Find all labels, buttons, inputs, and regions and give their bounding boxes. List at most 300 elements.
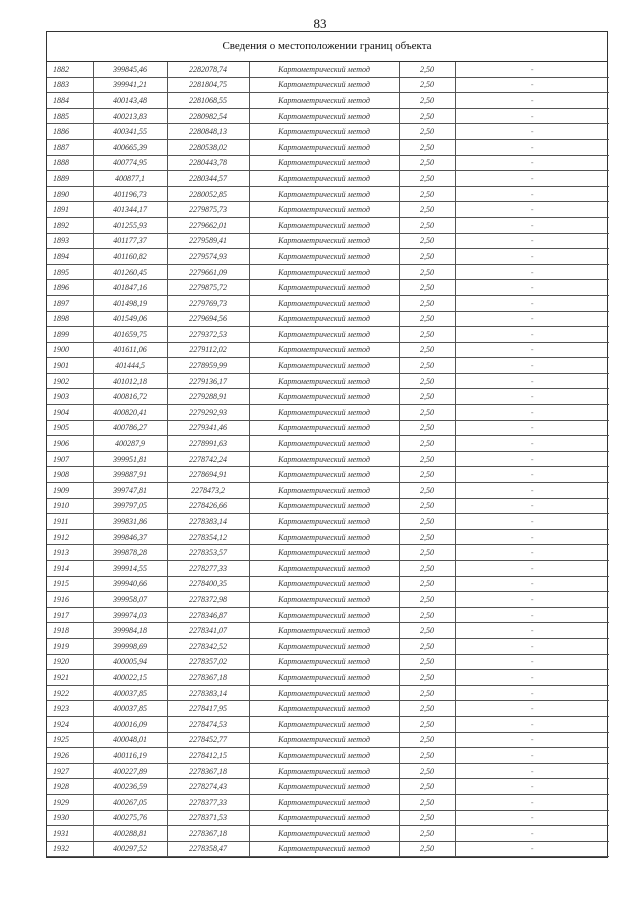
- x-coordinate-cell: 400275,76: [93, 810, 167, 826]
- description-cell: -: [455, 249, 609, 265]
- accuracy-cell: 2,50: [399, 576, 455, 592]
- accuracy-cell: 2,50: [399, 748, 455, 764]
- y-coordinate-cell: 2281068,55: [167, 93, 249, 109]
- point-number-cell: 1922: [47, 685, 93, 701]
- description-cell: -: [455, 405, 609, 421]
- accuracy-cell: 2,50: [399, 685, 455, 701]
- table-row: [47, 654, 609, 670]
- point-number-cell: 1908: [47, 467, 93, 483]
- point-number-cell: 1926: [47, 748, 93, 764]
- description-cell: -: [455, 545, 609, 561]
- y-coordinate-cell: 2279662,01: [167, 217, 249, 233]
- x-coordinate-cell: 399958,07: [93, 592, 167, 608]
- point-number-cell: 1907: [47, 451, 93, 467]
- description-cell: -: [455, 654, 609, 670]
- y-coordinate-cell: 2278383,14: [167, 514, 249, 530]
- method-cell: Картометрический метод: [249, 171, 399, 187]
- y-coordinate-cell: 2279341,46: [167, 420, 249, 436]
- x-coordinate-cell: 399747,81: [93, 483, 167, 499]
- table-row: [47, 217, 609, 233]
- accuracy-cell: 2,50: [399, 810, 455, 826]
- method-cell: Картометрический метод: [249, 405, 399, 421]
- x-coordinate-cell: 400297,52: [93, 841, 167, 857]
- table-row: [47, 93, 609, 109]
- x-coordinate-cell: 399878,28: [93, 545, 167, 561]
- method-cell: Картометрический метод: [249, 280, 399, 296]
- x-coordinate-cell: 400774,95: [93, 155, 167, 171]
- description-cell: -: [455, 779, 609, 795]
- method-cell: Картометрический метод: [249, 685, 399, 701]
- description-cell: -: [455, 794, 609, 810]
- y-coordinate-cell: 2279112,02: [167, 342, 249, 358]
- description-cell: -: [455, 155, 609, 171]
- description-cell: -: [455, 342, 609, 358]
- y-coordinate-cell: 2280052,85: [167, 186, 249, 202]
- description-cell: -: [455, 826, 609, 842]
- method-cell: Картометрический метод: [249, 576, 399, 592]
- table-row: [47, 311, 609, 327]
- y-coordinate-cell: 2278377,33: [167, 794, 249, 810]
- y-coordinate-cell: 2278991,63: [167, 436, 249, 452]
- description-cell: -: [455, 186, 609, 202]
- table-row: [47, 342, 609, 358]
- accuracy-cell: 2,50: [399, 592, 455, 608]
- description-cell: -: [455, 514, 609, 530]
- point-number-cell: 1903: [47, 389, 93, 405]
- method-cell: Картометрический метод: [249, 545, 399, 561]
- y-coordinate-cell: 2278277,33: [167, 561, 249, 577]
- method-cell: Картометрический метод: [249, 826, 399, 842]
- x-coordinate-cell: 400227,89: [93, 763, 167, 779]
- table-row: [47, 779, 609, 795]
- description-cell: -: [455, 763, 609, 779]
- y-coordinate-cell: 2278353,57: [167, 545, 249, 561]
- x-coordinate-cell: 400816,72: [93, 389, 167, 405]
- description-cell: -: [455, 77, 609, 93]
- accuracy-cell: 2,50: [399, 529, 455, 545]
- point-number-cell: 1927: [47, 763, 93, 779]
- accuracy-cell: 2,50: [399, 607, 455, 623]
- method-cell: Картометрический метод: [249, 654, 399, 670]
- page-number: 83: [313, 16, 327, 31]
- y-coordinate-cell: 2279589,41: [167, 233, 249, 249]
- point-number-cell: 1897: [47, 295, 93, 311]
- accuracy-cell: 2,50: [399, 716, 455, 732]
- point-number-cell: 1883: [47, 77, 93, 93]
- coordinates-table-sheet: [46, 31, 608, 858]
- point-number-cell: 1900: [47, 342, 93, 358]
- table-row: [47, 467, 609, 483]
- accuracy-cell: 2,50: [399, 841, 455, 857]
- y-coordinate-cell: 2278367,18: [167, 826, 249, 842]
- point-number-cell: 1889: [47, 171, 93, 187]
- point-number-cell: 1921: [47, 670, 93, 686]
- y-coordinate-cell: 2279875,72: [167, 280, 249, 296]
- method-cell: Картометрический метод: [249, 716, 399, 732]
- point-number-cell: 1904: [47, 405, 93, 421]
- point-number-cell: 1888: [47, 155, 93, 171]
- y-coordinate-cell: 2279661,09: [167, 264, 249, 280]
- x-coordinate-cell: 401255,93: [93, 217, 167, 233]
- accuracy-cell: 2,50: [399, 358, 455, 374]
- description-cell: -: [455, 62, 609, 77]
- method-cell: Картометрический метод: [249, 732, 399, 748]
- x-coordinate-cell: 400016,09: [93, 716, 167, 732]
- description-cell: -: [455, 451, 609, 467]
- point-number-cell: 1912: [47, 529, 93, 545]
- accuracy-cell: 2,50: [399, 264, 455, 280]
- x-coordinate-cell: 401659,75: [93, 327, 167, 343]
- table-row: [47, 233, 609, 249]
- table-row: [47, 249, 609, 265]
- point-number-cell: 1905: [47, 420, 93, 436]
- table-row: [47, 420, 609, 436]
- y-coordinate-cell: 2278372,98: [167, 592, 249, 608]
- method-cell: Картометрический метод: [249, 810, 399, 826]
- table-row: [47, 748, 609, 764]
- y-coordinate-cell: 2279372,53: [167, 327, 249, 343]
- x-coordinate-cell: 401196,73: [93, 186, 167, 202]
- x-coordinate-cell: 400786,27: [93, 420, 167, 436]
- y-coordinate-cell: 2278357,02: [167, 654, 249, 670]
- point-number-cell: 1887: [47, 139, 93, 155]
- accuracy-cell: 2,50: [399, 732, 455, 748]
- method-cell: Картометрический метод: [249, 451, 399, 467]
- description-cell: -: [455, 841, 609, 857]
- description-cell: -: [455, 389, 609, 405]
- x-coordinate-cell: 399846,37: [93, 529, 167, 545]
- description-cell: -: [455, 748, 609, 764]
- x-coordinate-cell: 400048,01: [93, 732, 167, 748]
- y-coordinate-cell: 2279769,73: [167, 295, 249, 311]
- y-coordinate-cell: 2278367,18: [167, 670, 249, 686]
- description-cell: -: [455, 607, 609, 623]
- y-coordinate-cell: 2278383,14: [167, 685, 249, 701]
- accuracy-cell: 2,50: [399, 670, 455, 686]
- method-cell: Картометрический метод: [249, 763, 399, 779]
- accuracy-cell: 2,50: [399, 108, 455, 124]
- description-cell: -: [455, 358, 609, 374]
- method-cell: Картометрический метод: [249, 93, 399, 109]
- x-coordinate-cell: 400037,85: [93, 685, 167, 701]
- x-coordinate-cell: 400288,81: [93, 826, 167, 842]
- accuracy-cell: 2,50: [399, 794, 455, 810]
- table-row: [47, 124, 609, 140]
- point-number-cell: 1925: [47, 732, 93, 748]
- method-cell: Картометрический метод: [249, 186, 399, 202]
- y-coordinate-cell: 2278354,12: [167, 529, 249, 545]
- point-number-cell: 1924: [47, 716, 93, 732]
- method-cell: Картометрический метод: [249, 342, 399, 358]
- point-number-cell: 1885: [47, 108, 93, 124]
- table-title: Сведения о местоположении границ объекта: [47, 32, 607, 62]
- table-row: [47, 358, 609, 374]
- y-coordinate-cell: 2279136,17: [167, 373, 249, 389]
- description-cell: -: [455, 139, 609, 155]
- description-cell: -: [455, 670, 609, 686]
- coordinates-table: [47, 62, 609, 857]
- x-coordinate-cell: 399941,21: [93, 77, 167, 93]
- table-row: [47, 295, 609, 311]
- table-row: [47, 732, 609, 748]
- point-number-cell: 1884: [47, 93, 93, 109]
- method-cell: Картометрический метод: [249, 295, 399, 311]
- table-row: [47, 623, 609, 639]
- table-row: [47, 436, 609, 452]
- description-cell: -: [455, 498, 609, 514]
- description-cell: -: [455, 217, 609, 233]
- x-coordinate-cell: 400236,59: [93, 779, 167, 795]
- x-coordinate-cell: 400341,55: [93, 124, 167, 140]
- x-coordinate-cell: 401160,82: [93, 249, 167, 265]
- method-cell: Картометрический метод: [249, 467, 399, 483]
- y-coordinate-cell: 2278474,53: [167, 716, 249, 732]
- description-cell: -: [455, 202, 609, 218]
- x-coordinate-cell: 400037,85: [93, 701, 167, 717]
- accuracy-cell: 2,50: [399, 62, 455, 77]
- point-number-cell: 1902: [47, 373, 93, 389]
- table-body: [47, 62, 609, 857]
- accuracy-cell: 2,50: [399, 545, 455, 561]
- method-cell: Картометрический метод: [249, 748, 399, 764]
- method-cell: Картометрический метод: [249, 561, 399, 577]
- x-coordinate-cell: 400143,48: [93, 93, 167, 109]
- y-coordinate-cell: 2278358,47: [167, 841, 249, 857]
- table-row: [47, 171, 609, 187]
- point-number-cell: 1910: [47, 498, 93, 514]
- description-cell: -: [455, 638, 609, 654]
- table-row: [47, 373, 609, 389]
- point-number-cell: 1928: [47, 779, 93, 795]
- table-row: [47, 716, 609, 732]
- table-row: [47, 529, 609, 545]
- method-cell: Картометрический метод: [249, 779, 399, 795]
- description-cell: -: [455, 373, 609, 389]
- method-cell: Картометрический метод: [249, 373, 399, 389]
- x-coordinate-cell: 400267,05: [93, 794, 167, 810]
- description-cell: -: [455, 483, 609, 499]
- table-row: [47, 62, 609, 77]
- x-coordinate-cell: 399797,05: [93, 498, 167, 514]
- y-coordinate-cell: 2279288,91: [167, 389, 249, 405]
- method-cell: Картометрический метод: [249, 670, 399, 686]
- y-coordinate-cell: 2280443,78: [167, 155, 249, 171]
- x-coordinate-cell: 399951,81: [93, 451, 167, 467]
- description-cell: -: [455, 623, 609, 639]
- table-row: [47, 685, 609, 701]
- x-coordinate-cell: 400005,94: [93, 654, 167, 670]
- y-coordinate-cell: 2280982,54: [167, 108, 249, 124]
- x-coordinate-cell: 400022,15: [93, 670, 167, 686]
- method-cell: Картометрический метод: [249, 623, 399, 639]
- table-row: [47, 670, 609, 686]
- point-number-cell: 1896: [47, 280, 93, 296]
- accuracy-cell: 2,50: [399, 311, 455, 327]
- method-cell: Картометрический метод: [249, 514, 399, 530]
- table-row: [47, 592, 609, 608]
- description-cell: -: [455, 280, 609, 296]
- method-cell: Картометрический метод: [249, 155, 399, 171]
- point-number-cell: 1901: [47, 358, 93, 374]
- x-coordinate-cell: 401611,06: [93, 342, 167, 358]
- table-row: [47, 763, 609, 779]
- method-cell: Картометрический метод: [249, 249, 399, 265]
- y-coordinate-cell: 2278426,66: [167, 498, 249, 514]
- y-coordinate-cell: 2278367,18: [167, 763, 249, 779]
- accuracy-cell: 2,50: [399, 389, 455, 405]
- y-coordinate-cell: 2279574,93: [167, 249, 249, 265]
- accuracy-cell: 2,50: [399, 202, 455, 218]
- table-row: [47, 280, 609, 296]
- accuracy-cell: 2,50: [399, 763, 455, 779]
- x-coordinate-cell: 401177,37: [93, 233, 167, 249]
- point-number-cell: 1915: [47, 576, 93, 592]
- accuracy-cell: 2,50: [399, 93, 455, 109]
- y-coordinate-cell: 2278417,95: [167, 701, 249, 717]
- point-number-cell: 1913: [47, 545, 93, 561]
- table-row: [47, 202, 609, 218]
- accuracy-cell: 2,50: [399, 498, 455, 514]
- y-coordinate-cell: 2278412,15: [167, 748, 249, 764]
- method-cell: Картометрический метод: [249, 436, 399, 452]
- accuracy-cell: 2,50: [399, 233, 455, 249]
- y-coordinate-cell: 2278371,53: [167, 810, 249, 826]
- method-cell: Картометрический метод: [249, 607, 399, 623]
- method-cell: Картометрический метод: [249, 841, 399, 857]
- x-coordinate-cell: 399831,86: [93, 514, 167, 530]
- table-row: [47, 405, 609, 421]
- method-cell: Картометрический метод: [249, 498, 399, 514]
- y-coordinate-cell: 2278473,2: [167, 483, 249, 499]
- method-cell: Картометрический метод: [249, 794, 399, 810]
- accuracy-cell: 2,50: [399, 623, 455, 639]
- method-cell: Картометрический метод: [249, 202, 399, 218]
- accuracy-cell: 2,50: [399, 467, 455, 483]
- x-coordinate-cell: 399974,03: [93, 607, 167, 623]
- description-cell: -: [455, 701, 609, 717]
- y-coordinate-cell: 2281804,75: [167, 77, 249, 93]
- point-number-cell: 1886: [47, 124, 93, 140]
- x-coordinate-cell: 400820,41: [93, 405, 167, 421]
- y-coordinate-cell: 2278274,43: [167, 779, 249, 795]
- x-coordinate-cell: 400665,39: [93, 139, 167, 155]
- point-number-cell: 1895: [47, 264, 93, 280]
- table-row: [47, 483, 609, 499]
- method-cell: Картометрический метод: [249, 592, 399, 608]
- point-number-cell: 1917: [47, 607, 93, 623]
- description-cell: -: [455, 810, 609, 826]
- description-cell: -: [455, 171, 609, 187]
- point-number-cell: 1906: [47, 436, 93, 452]
- y-coordinate-cell: 2279875,73: [167, 202, 249, 218]
- point-number-cell: 1920: [47, 654, 93, 670]
- description-cell: -: [455, 93, 609, 109]
- description-cell: -: [455, 576, 609, 592]
- x-coordinate-cell: 399845,46: [93, 62, 167, 77]
- point-number-cell: 1909: [47, 483, 93, 499]
- method-cell: Картометрический метод: [249, 77, 399, 93]
- x-coordinate-cell: 399887,91: [93, 467, 167, 483]
- description-cell: -: [455, 436, 609, 452]
- description-cell: -: [455, 108, 609, 124]
- x-coordinate-cell: 400116,19: [93, 748, 167, 764]
- point-number-cell: 1899: [47, 327, 93, 343]
- point-number-cell: 1891: [47, 202, 93, 218]
- description-cell: -: [455, 233, 609, 249]
- point-number-cell: 1892: [47, 217, 93, 233]
- method-cell: Картометрический метод: [249, 124, 399, 140]
- table-row: [47, 451, 609, 467]
- x-coordinate-cell: 401012,18: [93, 373, 167, 389]
- point-number-cell: 1894: [47, 249, 93, 265]
- description-cell: -: [455, 311, 609, 327]
- accuracy-cell: 2,50: [399, 483, 455, 499]
- method-cell: Картометрический метод: [249, 483, 399, 499]
- method-cell: Картометрический метод: [249, 311, 399, 327]
- table-row: [47, 810, 609, 826]
- accuracy-cell: 2,50: [399, 373, 455, 389]
- description-cell: -: [455, 467, 609, 483]
- point-number-cell: 1929: [47, 794, 93, 810]
- point-number-cell: 1916: [47, 592, 93, 608]
- point-number-cell: 1919: [47, 638, 93, 654]
- y-coordinate-cell: 2280848,13: [167, 124, 249, 140]
- point-number-cell: 1898: [47, 311, 93, 327]
- accuracy-cell: 2,50: [399, 638, 455, 654]
- method-cell: Картометрический метод: [249, 139, 399, 155]
- y-coordinate-cell: 2282078,74: [167, 62, 249, 77]
- accuracy-cell: 2,50: [399, 342, 455, 358]
- accuracy-cell: 2,50: [399, 561, 455, 577]
- point-number-cell: 1882: [47, 62, 93, 77]
- table-row: [47, 794, 609, 810]
- method-cell: Картометрический метод: [249, 529, 399, 545]
- method-cell: Картометрический метод: [249, 108, 399, 124]
- description-cell: -: [455, 529, 609, 545]
- y-coordinate-cell: 2278342,52: [167, 638, 249, 654]
- y-coordinate-cell: 2280538,02: [167, 139, 249, 155]
- table-row: [47, 155, 609, 171]
- method-cell: Картометрический метод: [249, 233, 399, 249]
- accuracy-cell: 2,50: [399, 436, 455, 452]
- description-cell: -: [455, 561, 609, 577]
- table-row: [47, 186, 609, 202]
- point-number-cell: 1931: [47, 826, 93, 842]
- x-coordinate-cell: 399984,18: [93, 623, 167, 639]
- accuracy-cell: 2,50: [399, 139, 455, 155]
- x-coordinate-cell: 401444,5: [93, 358, 167, 374]
- x-coordinate-cell: 401549,06: [93, 311, 167, 327]
- accuracy-cell: 2,50: [399, 186, 455, 202]
- description-cell: -: [455, 685, 609, 701]
- x-coordinate-cell: 399940,66: [93, 576, 167, 592]
- description-cell: -: [455, 124, 609, 140]
- y-coordinate-cell: 2278694,91: [167, 467, 249, 483]
- method-cell: Картометрический метод: [249, 62, 399, 77]
- point-number-cell: 1914: [47, 561, 93, 577]
- x-coordinate-cell: 401498,19: [93, 295, 167, 311]
- accuracy-cell: 2,50: [399, 327, 455, 343]
- method-cell: Картометрический метод: [249, 327, 399, 343]
- point-number-cell: 1932: [47, 841, 93, 857]
- x-coordinate-cell: 400287,9: [93, 436, 167, 452]
- point-number-cell: 1923: [47, 701, 93, 717]
- table-row: [47, 841, 609, 857]
- point-number-cell: 1893: [47, 233, 93, 249]
- table-row: [47, 77, 609, 93]
- table-row: [47, 576, 609, 592]
- accuracy-cell: 2,50: [399, 77, 455, 93]
